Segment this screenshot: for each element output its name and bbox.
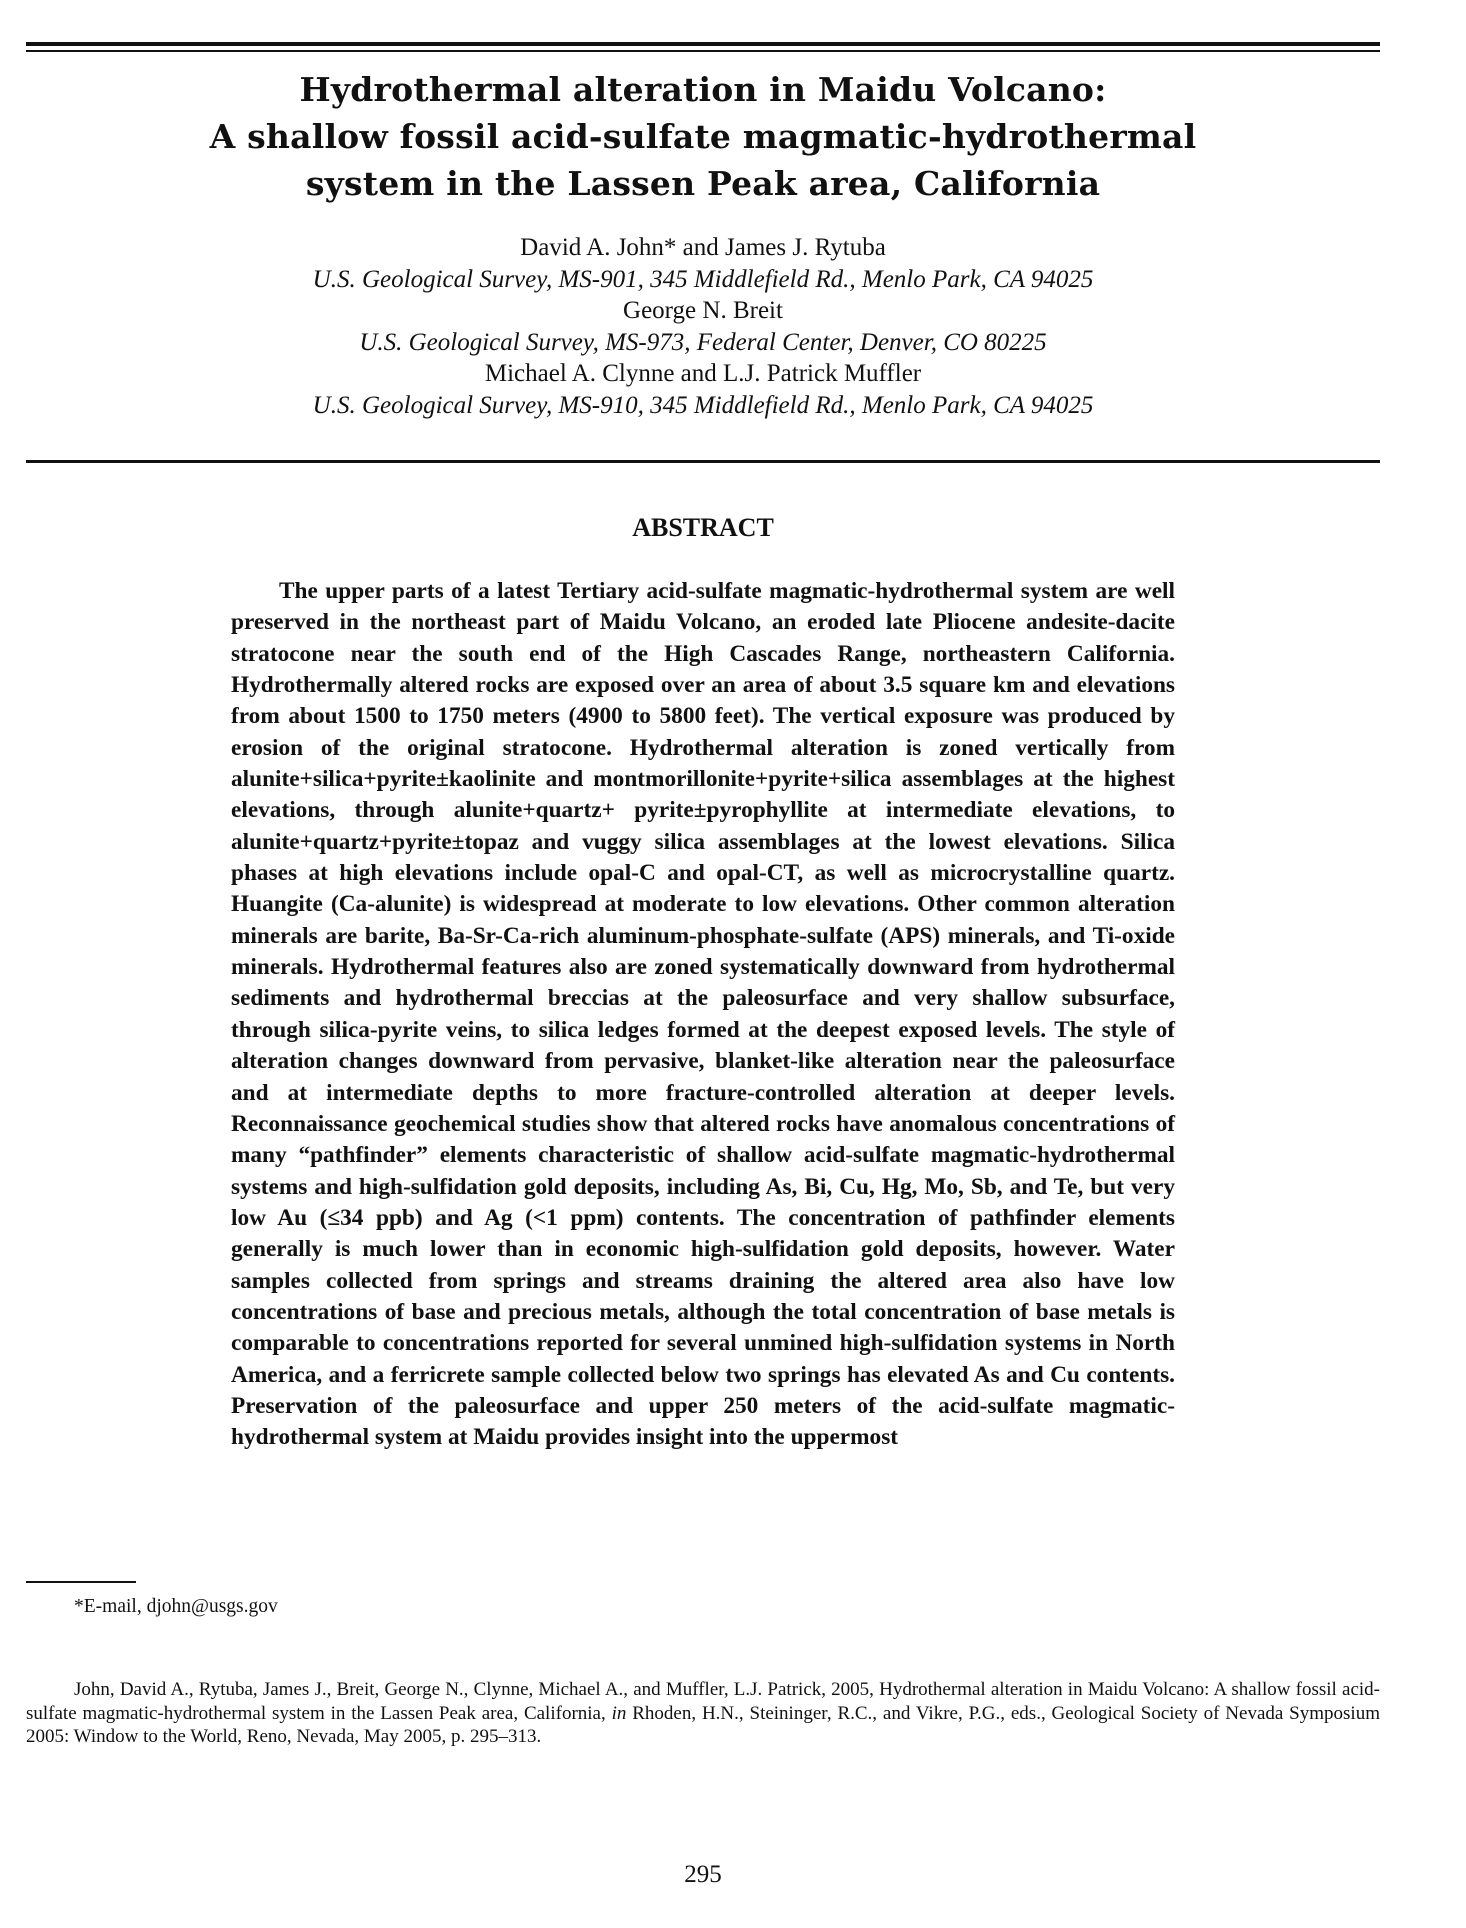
- author-names: George N. Breit: [623, 297, 783, 325]
- author-affiliation: U.S. Geological Survey, MS-901, 345 Middlefield Rd., Menlo Park, CA 94025: [312, 265, 1094, 293]
- citation-part-2: Rhoden, H.N., Steininger, R.C., and Vikre, P.G., eds., Geological Society of Nevada Symposium 2005: Window to the World, Reno, Nevada, May 2005, p. 295–313.: [26, 1702, 1380, 1747]
- abstract-heading: ABSTRACT: [632, 513, 774, 542]
- title-line-3: system in the Lassen Peak area, California: [305, 164, 1101, 203]
- abstract-text: The upper parts of a latest Tertiary acid-sulfate magmatic-hydrothermal system are well preserved in the northeast part of Maidu Volcano, an eroded late Pliocene andesite-dacite stratocone near the south end of the High Cascades Range, northeastern California. Hydrothermally altered rocks are exposed over an area of about 3.5 square km and elevations from about 1500 to 1750 meters (4900 to 5800 feet). The vertical exposure was produced by erosion of the original stratocone. Hydrothermal alteration is zoned vertically from alunite+silica+pyrite±kaolinite and montmorillonite+pyrite+silica assemblages at the highest elevations, through alunite+quartz+ pyrite±pyrophyllite at intermediate elevations, to alunite+quartz+pyrite±topaz and vuggy silica assemblages at the lowest elevations. Silica phases at high elevations include opal-C and opal-CT, as well as microcrystalline quartz. Huangite (Ca-alunite) is widespread at moderate to low elevations. Other common alteration minerals are barite, Ba-Sr-Ca-rich aluminum-phosphate-sulfate (APS) minerals, and Ti-oxide minerals. Hydrothermal features also are zoned systematically downward from hydrothermal sediments and hydrothermal breccias at the paleosurface and very shallow subsurface, through silica-pyrite veins, to silica ledges formed at the deepest exposed levels. The style of alteration changes downward from pervasive, blanket-like alteration near the paleosurface and at intermediate depths to more fracture-controlled alteration at deeper levels. Reconnaissance geochemical studies show that altered rocks have anomalous concentrations of many “pathfinder” elements characteristic of shallow acid-sulfate magmatic-hydrothermal systems and high-sulfidation gold deposits, including As, Bi, Cu, Hg, Mo, Sb, and Te, but very low Au (≤34 ppb) and Ag (<1 ppm) contents. The concentration of pathfinder elements generally is much lower than in economic high-sulfidation gold deposits, however. Water samples collected from springs and streams draining the altered area also have low concentrations of base and precious metals, although the total concentration of base metals is comparable to concentrations reported for several unmined high-sulfidation systems in North America, and a ferricrete sample collected below two springs has elevated As and Cu contents. Preservation of the paleosurface and upper 250 meters of the acid-sulfate magmatic-hydrothermal system at Maidu provides insight into the uppermost: [231, 578, 1175, 1451]
- footnote-rule: [26, 1581, 136, 1583]
- page-number: 295: [684, 1861, 722, 1888]
- section-divider: [26, 460, 1380, 463]
- author-affiliation: U.S. Geological Survey, MS-973, Federal Center, Denver, CO 80225: [359, 328, 1047, 356]
- citation-part-1: John, David A., Rytuba, James J., Breit, George N., Clynne, Michael A., and Muffler, L.J. Patrick, 2005, Hydrothermal alteration in Maidu Volcano: A shallow fossil acid-sulfate magmatic-hydrothermal system in the Lassen Peak area, California,: [26, 1679, 1380, 1724]
- footnote-email: *E-mail, djohn@usgs.gov: [74, 1596, 278, 1617]
- author-names: Michael A. Clynne and L.J. Patrick Muffler: [484, 360, 922, 388]
- citation-text: [26, 1678, 1380, 1749]
- author-block: [26, 232, 1380, 422]
- citation-in-word: in: [611, 1702, 627, 1724]
- author-names: David A. John* and James J. Rytuba: [520, 234, 886, 261]
- author-affiliation: U.S. Geological Survey, MS-910, 345 Middlefield Rd., Menlo Park, CA 94025: [312, 391, 1094, 419]
- header-rule-bottom: [26, 50, 1380, 52]
- title-line-1: Hydrothermal alteration in Maidu Volcano:: [299, 70, 1107, 109]
- header-rule-top: [26, 42, 1380, 46]
- paper-title: [26, 66, 1380, 207]
- title-line-2: A shallow fossil acid-sulfate magmatic-hydrothermal: [209, 117, 1197, 156]
